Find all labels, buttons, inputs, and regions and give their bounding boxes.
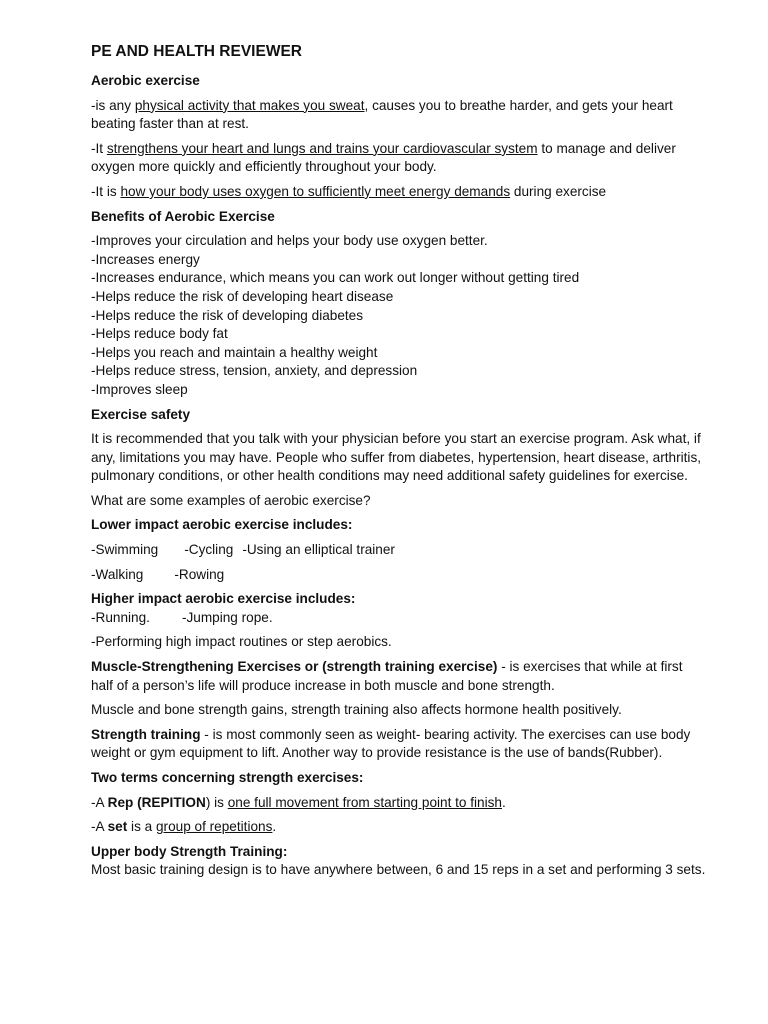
aerobic-paragraph-3 [91,183,708,202]
bold-term: Rep (REPITION [107,794,206,810]
higher-impact-row-1 [91,609,708,628]
list-item: -Helps you reach and maintain a healthy weight [91,344,378,360]
list-item: -Increases endurance, which means you can work out longer without getting tired [91,270,580,286]
underlined-text: how your body uses oxygen to sufficiently meet energy demands [120,183,511,199]
text: - is most commonly seen as weight- bearing activity. The exercises can use body weight or gym equipment to lift. Another way to provide resistance is the use of bands(Rubber). [91,726,691,761]
list-item: -Walking [91,566,144,582]
text: -It is [91,183,121,199]
list-item: -Helps reduce the risk of developing heart disease [91,288,394,304]
list-item: -Running. [91,609,150,625]
text: to manage and deliver oxygen more quickly and efficiently throughout your body. [91,140,676,175]
set-definition [91,818,708,837]
bold-term: set [107,819,128,835]
lower-impact-row-2 [91,566,708,585]
aerobic-heading: Aerobic exercise [91,73,200,88]
aerobic-paragraph-1 [91,97,708,134]
page-title: PE AND HEALTH REVIEWER [91,43,302,60]
list-item: -Increases energy [91,251,200,267]
text: -A [91,819,108,835]
list-item: -Using an elliptical trainer [242,542,395,558]
text: , causes you to breathe harder, and gets your heart beating faster than at rest. [91,97,673,132]
aerobic-paragraph-2 [91,140,708,177]
lower-impact-row-1 [91,541,708,560]
higher-impact-heading: Higher impact aerobic exercise includes: [91,591,356,607]
underlined-text: group of repetitions [156,819,273,835]
examples-question: What are some examples of aerobic exercise? [91,492,371,508]
list-item: -Helps reduce body fat [91,326,228,342]
text: - is exercises that while at first half of a person’s life will produce increase in both muscle and bone strength. [91,659,683,693]
text: is a [127,819,156,835]
list-item: -Rowing [174,566,225,582]
higher-impact-row-2: -Performing high impact routines or step aerobics. [91,634,392,650]
underlined-text: strengthens your heart and lungs and trains your cardiovascular system [106,140,538,156]
muscle-strengthening-paragraph [91,658,708,695]
strength-training-paragraph [91,726,708,763]
benefits-heading: Benefits of Aerobic Exercise [91,208,275,224]
upper-body-heading: Upper body Strength Training: [91,843,288,859]
text: -is any [91,97,135,113]
text: . [502,794,506,810]
text: ) is [205,794,228,810]
upper-body-paragraph: Most basic training design is to have anywhere between, 6 and 15 reps in a set and performing 3 sets. [91,862,706,878]
underlined-text: physical activity that makes you sweat [134,97,365,113]
list-item: -Helps reduce the risk of developing diabetes [91,307,364,323]
text: . [272,819,277,835]
safety-paragraph: It is recommended that you talk with your physician before you start an exercise program. Ask what, if any, limitations you may have. People who suffer from diabetes, hypertension, heart disease, arthritis, pulmonary conditions, or other health conditions may need additional safety guidelines for exercise. [91,431,702,484]
muscle-bone-paragraph: Muscle and bone strength gains, strength training also affects hormone health positively. [91,702,622,718]
list-item: -Improves your circulation and helps your body use oxygen better. [91,233,488,249]
rep-definition [91,794,708,813]
text: -A [91,794,108,810]
safety-heading: Exercise safety [91,406,191,422]
list-item: -Improves sleep [91,381,188,397]
text: during exercise [510,183,607,199]
bold-term: Muscle-Strengthening Exercises or (strength training exercise) [91,659,498,675]
list-item: -Cycling [184,542,234,558]
lower-impact-heading: Lower impact aerobic exercise includes: [91,517,353,533]
underlined-text: one full movement from starting point to finish [227,794,502,810]
list-item: -Helps reduce stress, tension, anxiety, and depression [91,363,418,379]
text: -It [91,140,107,156]
bold-term: Strength training [91,726,201,742]
terms-heading: Two terms concerning strength exercises: [91,770,364,785]
list-item: -Swimming [91,542,159,558]
benefits-list [91,232,708,399]
list-item: -Jumping rope. [181,609,273,625]
